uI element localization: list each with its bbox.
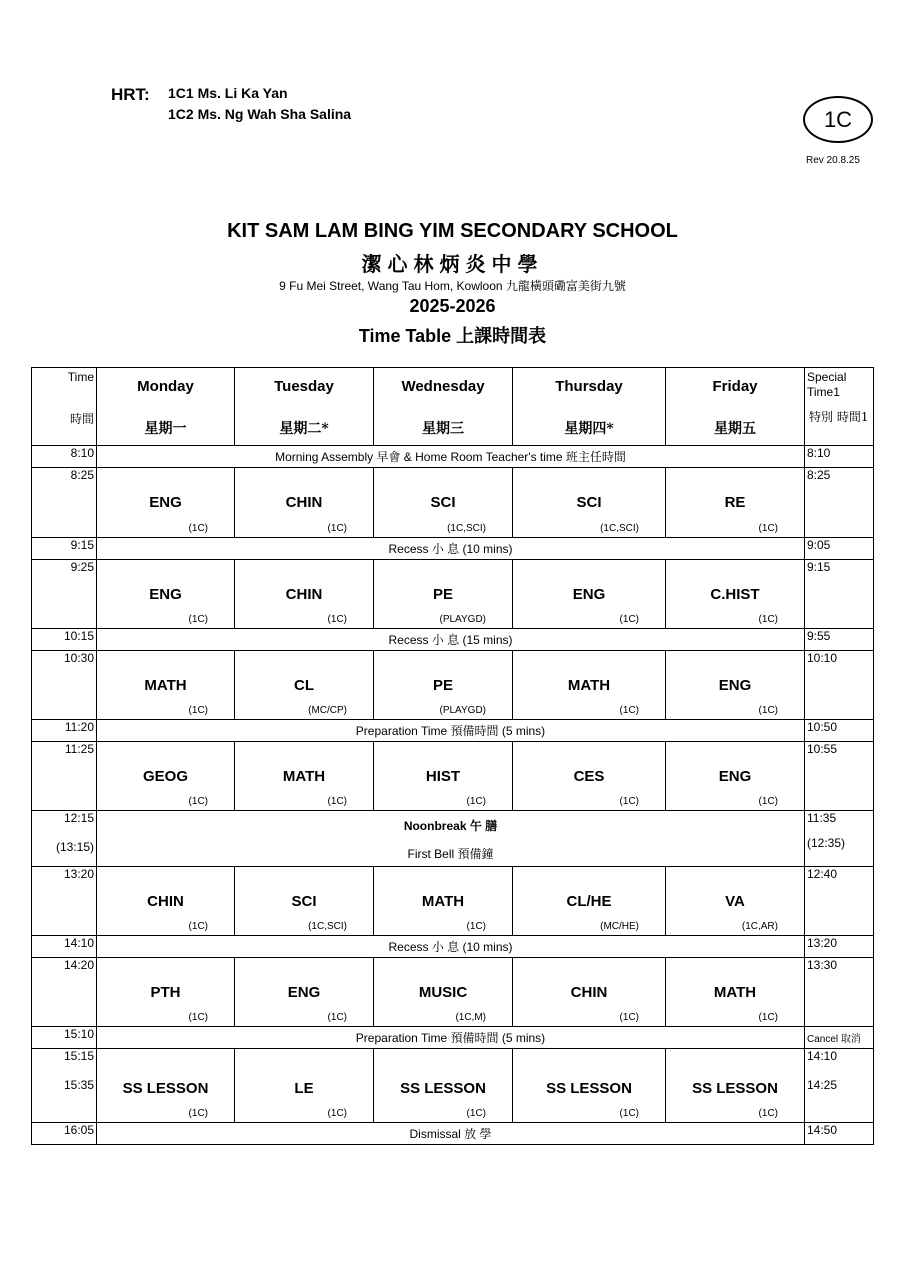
room: (1C) — [758, 796, 778, 807]
lesson-cell — [666, 560, 805, 629]
day-header-wednesday — [374, 368, 513, 446]
subject: ENG — [572, 586, 606, 603]
subject: CHIN — [147, 893, 184, 910]
special-time-cell: 9:15 — [805, 560, 874, 629]
lesson-cell — [374, 742, 513, 811]
room: (1C) — [619, 705, 639, 716]
special-time-cell: 13:30 — [805, 958, 874, 1027]
preparation-label: Preparation Time 預備時間 (5 mins) — [97, 1027, 805, 1049]
room: (1C,SCI) — [308, 921, 347, 932]
subject: PE — [432, 677, 453, 694]
room: (MC/CP) — [308, 705, 347, 716]
subject: SS LESSON — [122, 1080, 209, 1097]
special-header-en: Special Time1 — [807, 370, 847, 399]
first-bell-label: First Bell 預備鐘 — [407, 847, 494, 861]
subject: ENG — [149, 494, 182, 511]
time-cell: 13:20 — [32, 867, 97, 936]
lesson-start-time: 15:15 — [63, 1049, 94, 1063]
school-name-zh: 潔心林炳炎中學 — [361, 252, 544, 276]
lesson-cell — [374, 867, 513, 936]
day-en: Monday — [137, 378, 194, 395]
recess-label: Recess 小 息 (15 mins) — [97, 629, 805, 651]
day-zh: 星期三 — [422, 421, 464, 437]
special-time-cell: Cancel 取消 — [805, 1027, 874, 1049]
period-row — [32, 468, 874, 538]
room: (1C) — [188, 523, 208, 534]
time-cell: 14:20 — [32, 958, 97, 1027]
recess-row — [32, 629, 874, 651]
day-header-thursday — [513, 368, 666, 446]
timetable — [31, 367, 874, 1145]
day-zh: 星期一 — [144, 421, 187, 437]
room: (1C) — [327, 796, 347, 807]
subject: MATH — [567, 677, 611, 694]
day-zh: 星期五 — [714, 421, 756, 437]
subject: GEOG — [142, 768, 188, 785]
room: (1C) — [327, 1012, 347, 1023]
special-time-cell: 8:25 — [805, 468, 874, 538]
room: (1C) — [758, 523, 778, 534]
day-en: Friday — [712, 378, 758, 395]
subject: SCI — [291, 893, 317, 910]
time-cell: 14:10 — [32, 936, 97, 958]
preparation-row — [32, 720, 874, 742]
school-name-en: KIT SAM LAM BING YIM SECONDARY SCHOOL — [227, 220, 678, 242]
day-header-tuesday — [235, 368, 374, 446]
lesson-cell — [235, 1049, 374, 1123]
noonbreak-row — [32, 811, 874, 867]
period-row — [32, 1049, 874, 1123]
lesson-cell — [374, 468, 513, 538]
lesson-cell — [374, 560, 513, 629]
noonbreak-special-time: 11:35 — [807, 811, 837, 825]
room: (1C) — [466, 1108, 486, 1119]
time-cell — [32, 811, 97, 867]
noonbreak-label: Noonbreak 午 膳 — [403, 819, 498, 833]
special-time-cell: 10:10 — [805, 651, 874, 720]
time-cell: 11:25 — [32, 742, 97, 811]
header-row — [32, 368, 874, 446]
subject: C.HIST — [710, 586, 760, 603]
subject: SS LESSON — [546, 1080, 632, 1097]
room: (1C) — [188, 921, 208, 932]
lesson-second-time: 15:35 — [63, 1078, 94, 1092]
subject: VA — [725, 893, 745, 910]
subject: RE — [724, 494, 746, 511]
day-header-monday — [97, 368, 235, 446]
room: (1C) — [619, 1108, 639, 1119]
special-second-time: 14:25 — [807, 1078, 838, 1092]
noonbreak-time: 12:15 — [63, 811, 94, 825]
subject: ENG — [287, 984, 321, 1001]
dismissal-label: Dismissal 放 學 — [97, 1123, 805, 1145]
lesson-cell — [235, 560, 374, 629]
special-time-cell — [805, 1049, 874, 1123]
lesson-cell — [666, 867, 805, 936]
time-cell: 16:05 — [32, 1123, 97, 1145]
hrt-label: HRT: — [111, 85, 150, 104]
school-year: 2025-2026 — [409, 296, 496, 316]
room: (1C) — [188, 1108, 208, 1119]
hrt-teacher-1: 1C1 Ms. Li Ka Yan — [168, 85, 288, 101]
lesson-cell — [97, 468, 235, 538]
room: (1C) — [619, 1012, 639, 1023]
time-cell: 9:15 — [32, 538, 97, 560]
lesson-cell — [666, 1049, 805, 1123]
room: (1C,M) — [455, 1012, 486, 1023]
time-header-en: Time — [67, 370, 94, 384]
subject: ENG — [718, 768, 752, 785]
first-bell-special-time: (12:35) — [807, 836, 846, 850]
recess-label: Recess 小 息 (10 mins) — [97, 538, 805, 560]
special-time-cell: 13:20 — [805, 936, 874, 958]
dismissal-row — [32, 1123, 874, 1145]
room: (1C) — [327, 523, 347, 534]
lesson-cell — [666, 958, 805, 1027]
lesson-cell — [513, 560, 666, 629]
room: (1C) — [619, 614, 639, 625]
room: (1C) — [758, 705, 778, 716]
lesson-cell — [235, 867, 374, 936]
subject: PTH — [150, 984, 181, 1001]
subject: MATH — [421, 893, 465, 910]
subject: PE — [432, 586, 453, 603]
timetable-title: Time Table 上課時間表 — [358, 326, 547, 346]
day-en: Tuesday — [274, 378, 334, 395]
subject: CL — [294, 677, 314, 694]
first-bell-time: (13:15) — [55, 840, 94, 854]
subject: MUSIC — [418, 984, 468, 1001]
period-row — [32, 651, 874, 720]
lesson-cell — [235, 468, 374, 538]
lesson-cell — [374, 651, 513, 720]
subject: CL/HE — [566, 893, 612, 910]
room: (1C) — [188, 796, 208, 807]
subject: MATH — [282, 768, 326, 785]
day-en: Wednesday — [401, 378, 485, 395]
lesson-cell — [97, 867, 235, 936]
room: (1C) — [188, 705, 208, 716]
time-cell: 8:25 — [32, 468, 97, 538]
time-cell: 10:30 — [32, 651, 97, 720]
special-time-cell: 8:10 — [805, 446, 874, 468]
special-time-cell — [805, 811, 874, 867]
room: (1C,AR) — [741, 921, 778, 932]
special-time-cell: 9:55 — [805, 629, 874, 651]
lesson-cell — [666, 651, 805, 720]
time-cell: 11:20 — [32, 720, 97, 742]
subject: MATH — [144, 677, 187, 694]
room: (1C) — [466, 921, 486, 932]
school-address: 9 Fu Mei Street, Wang Tau Hom, Kowloon 九龍橫頭磡富美街九號 — [279, 279, 626, 293]
time-cell: 9:25 — [32, 560, 97, 629]
time-header-zh: 時間 — [69, 412, 94, 426]
time-cell: 8:10 — [32, 446, 97, 468]
lesson-cell — [513, 742, 666, 811]
special-time-cell: 14:50 — [805, 1123, 874, 1145]
preparation-row — [32, 1027, 874, 1049]
lesson-cell — [513, 867, 666, 936]
time-cell: 10:15 — [32, 629, 97, 651]
period-row — [32, 867, 874, 936]
time-cell: 15:10 — [32, 1027, 97, 1049]
lesson-cell — [513, 1049, 666, 1123]
special-time-header — [805, 368, 874, 446]
subject: SS LESSON — [692, 1080, 778, 1097]
lesson-cell — [666, 468, 805, 538]
lesson-cell — [513, 958, 666, 1027]
noonbreak-cell — [97, 811, 805, 867]
room: (1C) — [619, 796, 639, 807]
period-row — [32, 742, 874, 811]
recess-row — [32, 538, 874, 560]
subject: CHIN — [570, 984, 608, 1001]
room: (PLAYGD) — [439, 614, 486, 625]
preparation-label: Preparation Time 預備時間 (5 mins) — [97, 720, 805, 742]
day-zh: 星期四* — [564, 421, 614, 437]
room: (1C) — [327, 1108, 347, 1119]
subject: CHIN — [285, 586, 323, 603]
hrt-teacher-2: 1C2 Ms. Ng Wah Sha Salina — [168, 106, 352, 122]
room: (1C) — [466, 796, 486, 807]
lesson-cell — [513, 651, 666, 720]
special-time-cell: 10:50 — [805, 720, 874, 742]
special-time-cell: 9:05 — [805, 538, 874, 560]
revision-label: Rev 20.8.25 — [806, 155, 860, 166]
day-zh: 星期二* — [279, 421, 329, 437]
room: (1C) — [327, 614, 347, 625]
subject: CES — [573, 768, 605, 785]
subject: ENG — [149, 586, 182, 603]
lesson-cell — [374, 958, 513, 1027]
room: (1C) — [758, 614, 778, 625]
room: (1C) — [758, 1012, 778, 1023]
assembly-row — [32, 446, 874, 468]
room: (1C,SCI) — [447, 523, 486, 534]
special-time-cell: 12:40 — [805, 867, 874, 936]
lesson-cell — [97, 958, 235, 1027]
subject: SCI — [430, 494, 456, 511]
special-start-time: 14:10 — [807, 1049, 838, 1063]
time-cell — [32, 1049, 97, 1123]
lesson-cell — [235, 742, 374, 811]
period-row — [32, 958, 874, 1027]
room: (1C) — [188, 1012, 208, 1023]
lesson-cell — [513, 468, 666, 538]
subject: MATH — [713, 984, 757, 1001]
lesson-cell — [97, 742, 235, 811]
time-header — [32, 368, 97, 446]
room: (PLAYGD) — [439, 705, 486, 716]
lesson-cell — [97, 651, 235, 720]
assembly-label: Morning Assembly 早會 & Home Room Teacher's time 班主任時間 — [97, 446, 805, 468]
lesson-cell — [97, 1049, 235, 1123]
room: (MC/HE) — [600, 921, 639, 932]
subject: LE — [294, 1080, 314, 1097]
day-en: Thursday — [555, 378, 623, 395]
lesson-cell — [235, 958, 374, 1027]
subject: CHIN — [285, 494, 323, 511]
subject: SCI — [576, 494, 602, 511]
room: (1C) — [188, 614, 208, 625]
room: (1C) — [758, 1108, 778, 1119]
special-header-zh: 特別 時間1 — [809, 410, 869, 424]
period-row — [32, 560, 874, 629]
room: (1C,SCI) — [600, 523, 639, 534]
recess-row — [32, 936, 874, 958]
class-badge: 1C — [803, 96, 873, 143]
lesson-cell — [235, 651, 374, 720]
subject: ENG — [718, 677, 752, 694]
day-header-friday — [666, 368, 805, 446]
subject: SS LESSON — [400, 1080, 486, 1097]
lesson-cell — [666, 742, 805, 811]
recess-label: Recess 小 息 (10 mins) — [97, 936, 805, 958]
subject: HIST — [425, 768, 461, 785]
lesson-cell — [97, 560, 235, 629]
lesson-cell — [374, 1049, 513, 1123]
special-time-cell: 10:55 — [805, 742, 874, 811]
